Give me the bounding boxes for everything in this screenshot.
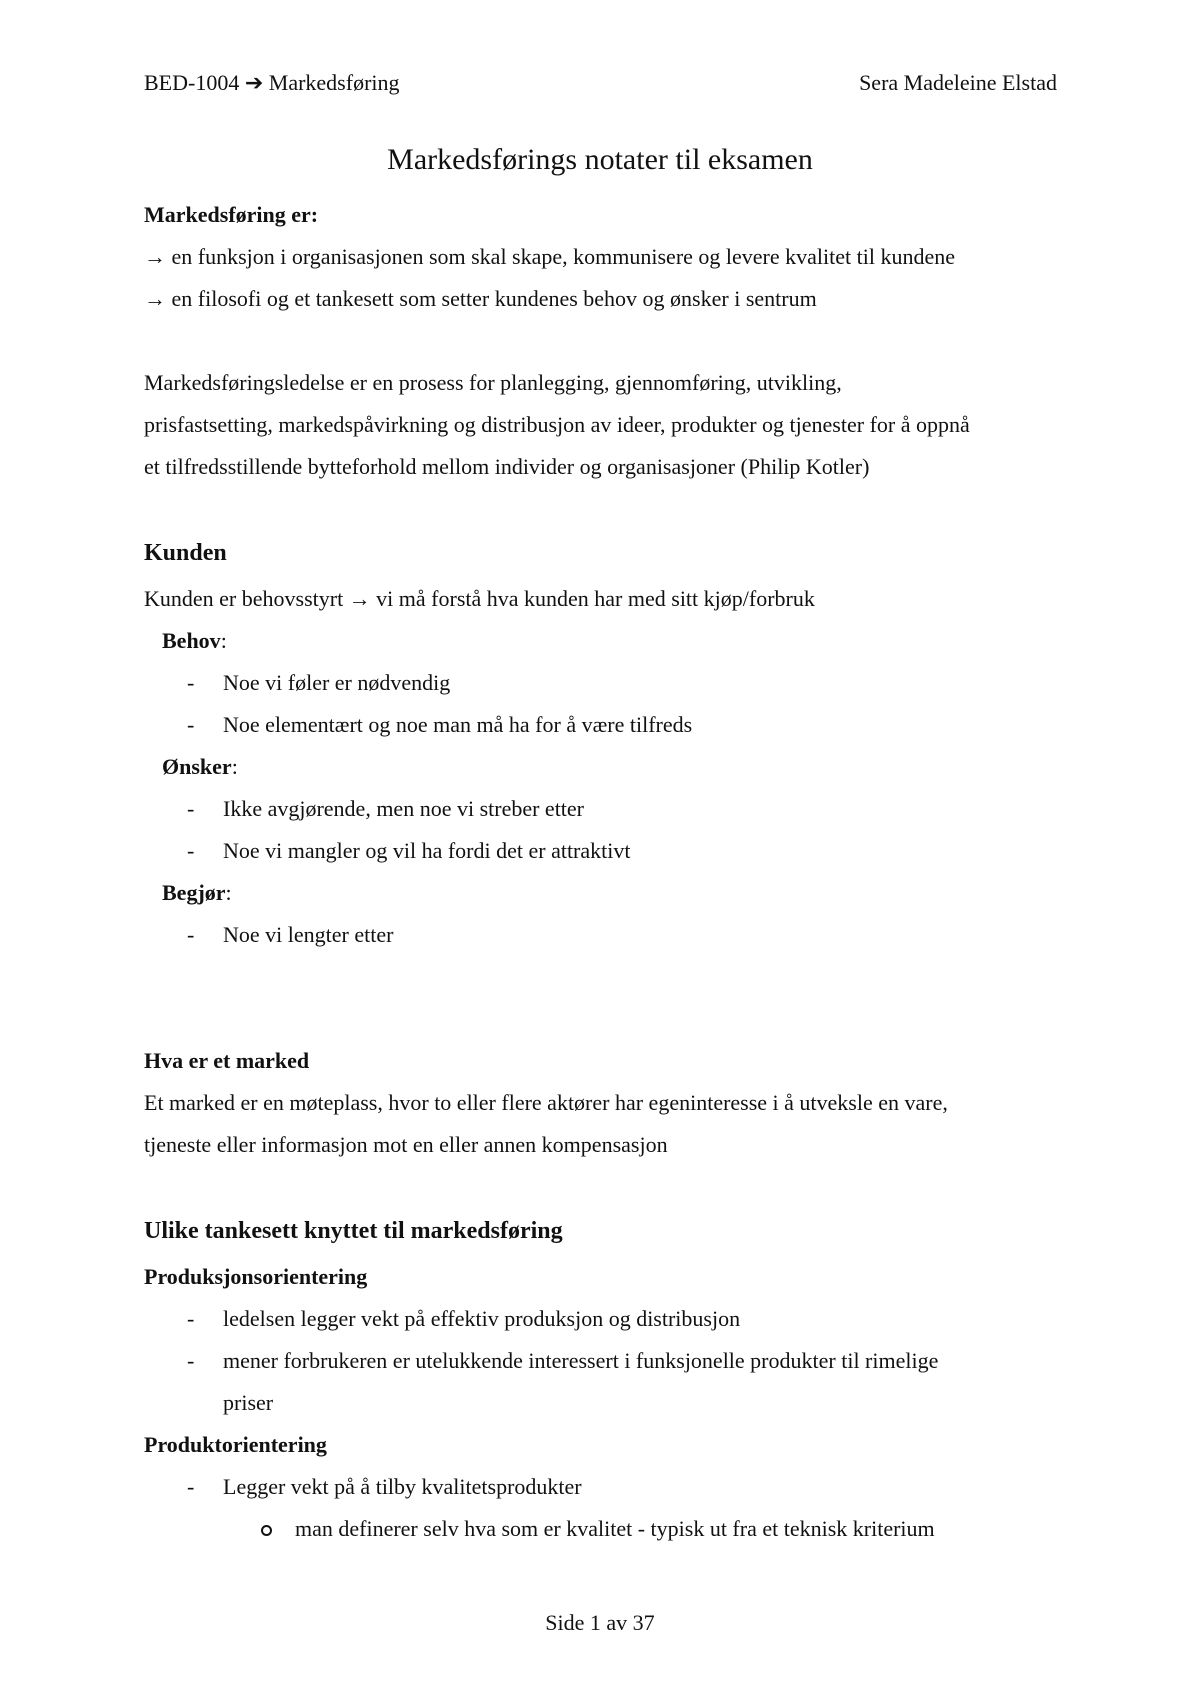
produksjon-item-1: ledelsen legger vekt på effektiv produksjon og distribusjon bbox=[223, 1306, 741, 1331]
circle-bullet-icon bbox=[261, 1525, 272, 1536]
bullet-dash: - bbox=[187, 922, 195, 947]
definition-line-3: et tilfredsstillende bytteforhold mellom individer og organisasjoner (Philip Kotler) bbox=[144, 454, 870, 479]
bullet-dash: - bbox=[187, 838, 195, 863]
produkt-subitem-1: man definerer selv hva som er kvalitet - typisk ut fra et teknisk kriterium bbox=[295, 1516, 935, 1541]
produksjon-label: Produksjonsorientering bbox=[144, 1264, 368, 1289]
bullet-dash: - bbox=[187, 712, 195, 737]
bullet-dash: - bbox=[187, 1474, 195, 1499]
begjor-item-1: Noe vi lengter etter bbox=[223, 922, 394, 947]
produksjon-item-2-cont: priser bbox=[223, 1390, 274, 1415]
page-number: Side 1 av 37 bbox=[545, 1610, 655, 1635]
marked-heading: Hva er et marked bbox=[144, 1048, 310, 1073]
kunden-heading: Kunden bbox=[144, 540, 227, 566]
bullet-dash: - bbox=[187, 1348, 195, 1373]
marked-line-2: tjeneste eller informasjon mot en eller annen kompensasjon bbox=[144, 1132, 668, 1157]
intro-line-1: → en funksjon i organisasjonen som skal skape, kommunisere og levere kvalitet til kundene bbox=[144, 244, 955, 269]
marked-line-1: Et marked er en møteplass, hvor to eller flere aktører har egeninteresse i å utveksle en vare, bbox=[144, 1090, 948, 1115]
header-author: Sera Madeleine Elstad bbox=[859, 70, 1057, 95]
onsker-item-1: Ikke avgjørende, men noe vi streber etter bbox=[223, 796, 585, 821]
bullet-dash: - bbox=[187, 1306, 195, 1331]
produkt-item-1: Legger vekt på å tilby kvalitetsprodukter bbox=[223, 1474, 582, 1499]
intro-heading: Markedsføring er: bbox=[144, 202, 319, 227]
behov-item-2: Noe elementært og noe man må ha for å være tilfreds bbox=[223, 712, 693, 737]
produksjon-item-2: mener forbrukeren er utelukkende interessert i funksjonelle produkter til rimelige bbox=[223, 1348, 939, 1373]
definition-line-2: prisfastsetting, markedspåvirkning og distribusjon av ideer, produkter og tjenester for å oppnå bbox=[144, 412, 970, 437]
tankesett-heading: Ulike tankesett knyttet til markedsføring bbox=[144, 1218, 563, 1244]
behov-label: Behov: bbox=[162, 628, 227, 653]
definition-line-1: Markedsføringsledelse er en prosess for planlegging, gjennomføring, utvikling, bbox=[144, 370, 842, 395]
page-title: Markedsførings notater til eksamen bbox=[387, 143, 813, 176]
intro-line-2: → en filosofi og et tankesett som setter kundenes behov og ønsker i sentrum bbox=[144, 286, 817, 311]
produkt-label: Produktorientering bbox=[144, 1432, 327, 1457]
begjor-label: Begjør: bbox=[162, 880, 232, 905]
onsker-item-2: Noe vi mangler og vil ha fordi det er attraktivt bbox=[223, 838, 631, 863]
onsker-label: Ønsker: bbox=[162, 754, 238, 779]
kunden-lead: Kunden er behovsstyrt → vi må forstå hva kunden har med sitt kjøp/forbruk bbox=[144, 586, 815, 611]
bullet-dash: - bbox=[187, 670, 195, 695]
behov-item-1: Noe vi føler er nødvendig bbox=[223, 670, 451, 695]
bullet-dash: - bbox=[187, 796, 195, 821]
header-course: BED-1004 ➔ Markedsføring bbox=[144, 70, 400, 95]
